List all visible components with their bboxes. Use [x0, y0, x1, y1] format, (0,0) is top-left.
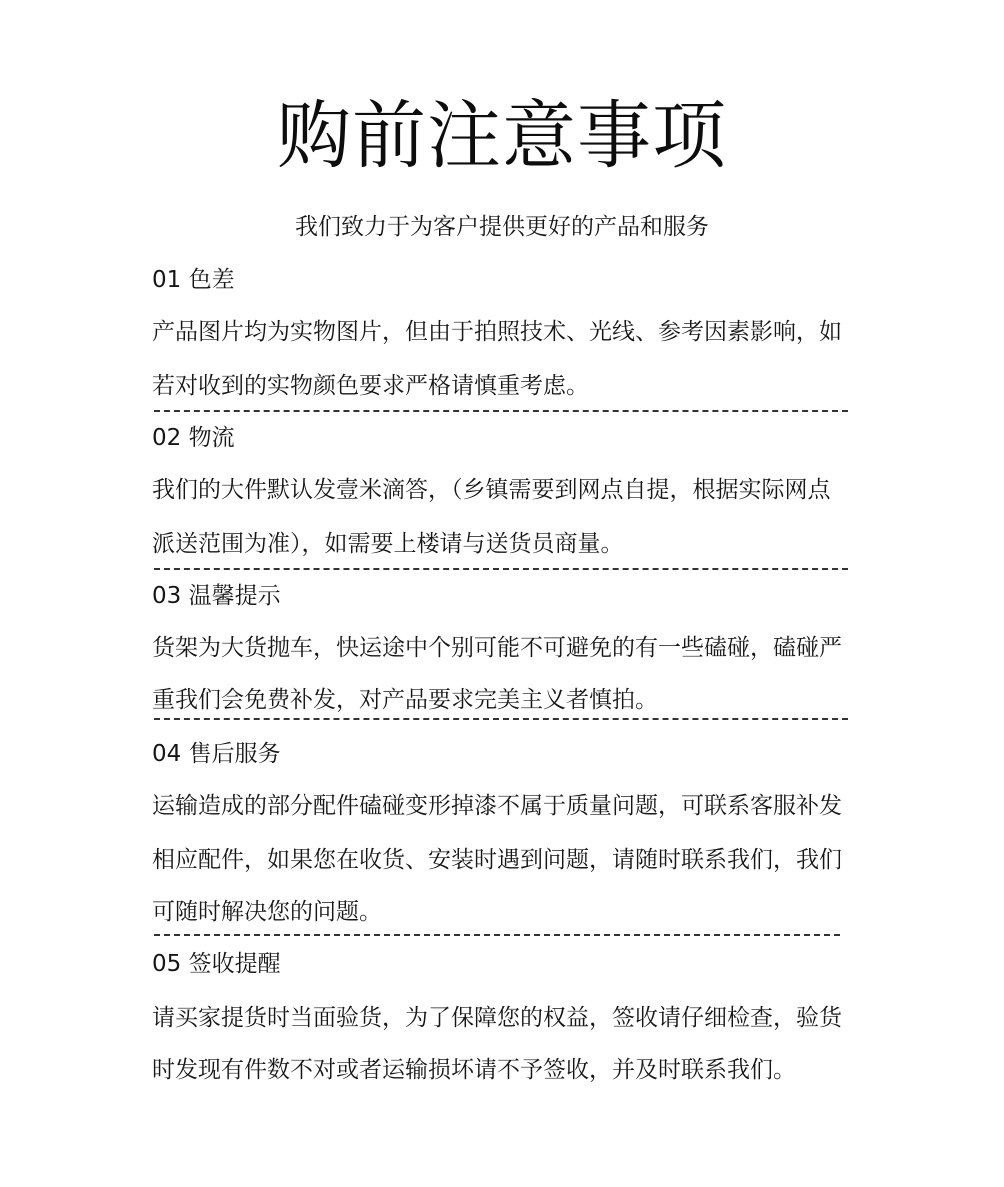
- section-text-line: 请买家提货时当面验货，为了保障您的权益，签收请仔细检查，验货: [152, 1005, 842, 1031]
- section-heading-reminder: 03 温馨提示: [152, 583, 281, 609]
- dashed-divider: [154, 718, 848, 720]
- section-heading-delivery-check: 05 签收提醒: [152, 951, 281, 977]
- section-text-line: 可随时解决您的问题。: [152, 899, 382, 925]
- page-title: 购前注意事项: [277, 93, 727, 179]
- section-heading-color-difference: 01 色差: [152, 267, 235, 293]
- section-heading-after-sales: 04 售后服务: [152, 741, 281, 767]
- page-subtitle: 我们致力于为客户提供更好的产品和服务: [295, 214, 709, 240]
- section-text-line: 货架为大货抛车，快运途中个别可能不可避免的有一些磕碰，磕碰严: [152, 635, 842, 661]
- section-text-line: 若对收到的实物颜色要求严格请慎重考虑。: [152, 373, 589, 399]
- section-text-line: 重我们会免费补发，对产品要求完美主义者慎拍。: [152, 687, 658, 713]
- section-text-line: 运输造成的部分配件磕碰变形掉漆不属于质量问题，可联系客服补发: [152, 793, 842, 819]
- dashed-divider: [154, 568, 848, 570]
- section-heading-logistics: 02 物流: [152, 425, 235, 451]
- section-text-line: 时发现有件数不对或者运输损坏请不予签收，并及时联系我们。: [152, 1057, 796, 1083]
- section-text-line: 产品图片均为实物图片，但由于拍照技术、光线、参考因素影响，如: [152, 319, 842, 345]
- dashed-divider: [154, 934, 840, 936]
- dashed-divider: [154, 410, 848, 412]
- section-text-line: 我们的大件默认发壹米滴答，（乡镇需要到网点自提，根据实际网点: [152, 477, 831, 503]
- section-text-line: 相应配件，如果您在收货、安装时遇到问题，请随时联系我们，我们: [152, 847, 842, 873]
- section-text-line: 派送范围为准），如需要上楼请与送货员商量。: [152, 531, 624, 557]
